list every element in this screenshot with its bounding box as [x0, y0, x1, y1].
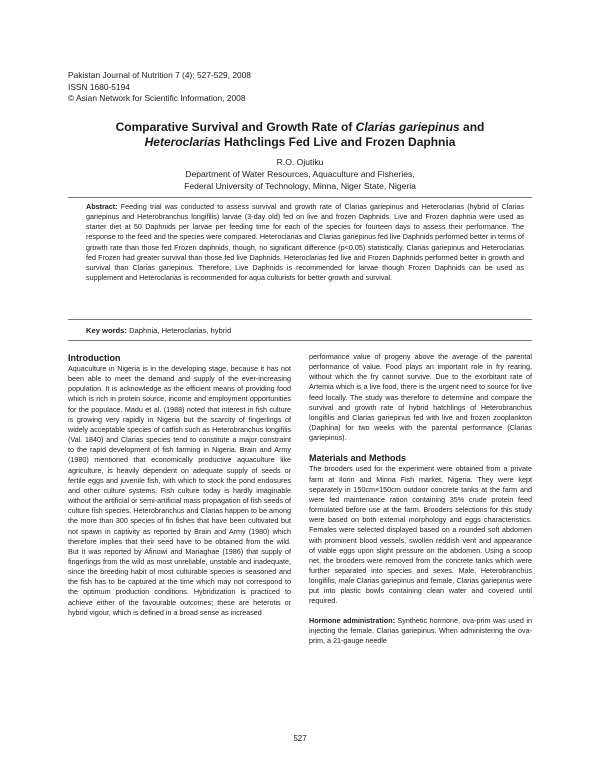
keywords-label: Key words:	[86, 326, 127, 335]
keywords	[86, 326, 231, 335]
journal-copyright: © Asian Network for Scientific Information, 2008	[68, 93, 246, 104]
abstract-top-rule	[68, 197, 532, 198]
author-block	[60, 156, 540, 192]
title-part3: Hathclings Fed Live and Frozen Daphnia	[220, 135, 456, 149]
abstract	[86, 202, 524, 283]
journal-issn: ISSN 1680-5194	[68, 81, 130, 92]
page-number: 527	[293, 734, 307, 743]
methods-heading: Materials and Methods	[309, 453, 407, 464]
introduction-text: Aquaculture in Nigeria is in the developing stage, because it has not been able to meet the demand and supply of the ever-increasing population. It is acknowledge as the efficient means of providing food which is rich in protein source, income and employment opportunities for the populace. Madu et al. (1988) noted that interest in fish culture is growing very rapidly in Nigeria but the scarcity of fingerlings of widely acceptable species of catfish such as Heterobranchus longifilis (Val. 1840) and Clarias species tend to constitute a major constraint to the rapid development of fish farming in Nigeria. Brain and Army (1980) mentioned that economically productive aquaculture like agriculture, is heavily dependent on adequate supply of seeds or fertile eggs and juvenile fish, with which to stock the pond endosures and other culture systems. Fish culture today is hardly imaginable without the artificial or semi-artificial mass propagation of fish seeds of culture fish species. Heterobranchus and Clarias happen to be among the more than 300 species of fin fishes that have been cultivated but not spawn in captivity as reported by Brain and Army (1980) which therefore implies that their seed have to be obtained from the wild. But it was reported by Afinowi and Mariaghae (1986) that supply of fingerlings from the wild as most unreliable, unstable and inadequate, since the breeding habit of most culturable species is seasoned and the fish has to be captured at the time which may not correspond to the optimum production conditions. Hybridization is practiced to achieve either of the favourable outcomes; these are heterotis or hybrid vigour, which is defined in a broad sense as increased	[68, 364, 291, 617]
author-name: R.O. Ojutiku	[276, 157, 324, 167]
introduction-heading: Introduction	[68, 353, 121, 363]
abstract-label: Abstract:	[86, 202, 118, 211]
abstract-text: Feeding trial was conducted to assess survival and growth rate of Clarias gariepinus and Heteroclarias (hybrid of Clarias gariepinus and Heterobranchus longifilis) larvae (3-day old) fed on live and frozen Daphnids. Live and Frozen daphnia were used as starter diet at 50 Daphnids per larvae per feeding time for each of the species for fourteen days to assess their performance. The response to the feed and the species were compared. Heteroclarias and Clarias gariepinus fed live Daphnids performed better in terms of growth rate than those fed Frozen daphnids, though, no significant difference (p<0.05) statistically. Clarias gariepinus and Heteroclarias fed Frozen had greater survival than those fed live Daphnids. Heteroclarias fed live and Frozen Daphnids performed better in growth and survival than Clarias gariepinus. Therefore, Live Daphnids is recommended for larvae though Frozen Daphnids can be used as supplement and Heteroclarias is recommended for aqua culturists for better growth and survival.	[86, 202, 524, 283]
title-species2: Heteroclarias	[144, 135, 221, 149]
right-column	[309, 352, 532, 646]
paper-title	[60, 120, 540, 150]
author-affiliation-1: Department of Water Resources, Aquaculture and Fisheries,	[185, 169, 415, 179]
title-species1: Clarias gariepinus	[355, 120, 460, 134]
hormone-paragraph	[309, 616, 532, 646]
keywords-text: Daphnia, Heteroclarias, hybrid	[129, 326, 232, 335]
journal-citation: Pakistan Journal of Nutrition 7 (4): 527-529, 2008	[68, 70, 251, 80]
methods-text: The brooders used for the experiment were obtained from a private farm at Ilorin and Minna Fish market, Nigeria. They were kept separately in 150cm×150cm outdoor concrete tanks at the farm and were fed maintenance ration containing 35% crude protein feed formulated before use at the farm. Brooders selections for this study were based on both external morphology and eggs characteristics. Females were selected displayed based on a rounded soft abdomen with prominent blood vessels, swollen reddish vent and appearance of viable eggs upon slight pressure on the abdomen. Using a scoop net, the brooders were removed from the concrete tanks which were further separated into species and sexes. Male, Heterobranchus longifilis, male Clarias gariepinus and female, Clarias gariepinus were put into plastic bowls containing clean water and covered until required.	[309, 464, 532, 606]
left-column	[68, 352, 291, 618]
hormone-label: Hormone administration:	[309, 615, 395, 625]
journal-info	[68, 70, 251, 105]
introduction-continued: performance value of progeny above the average of the parental performance of value. Food plays an important role in fry rearing, without which the fry cannot survive. Due to the exorbitant rate of Artemia which is a live food, there is the urgent need to source for live feed locally. The study was therefore to determine and compare the survival and growth rate of hybrid hatchlings of Heterobranchus longifilis and Clarias gariepinus fed with live and frozen zooplankton (Daphina) for two weeks with the parental performance (Clarias gariepinus).	[309, 352, 532, 443]
title-part2: and	[459, 120, 485, 134]
keywords-rule	[68, 340, 532, 341]
abstract-bottom-rule	[68, 319, 532, 320]
title-part1: Comparative Survival and Growth Rate of	[115, 120, 356, 134]
hormone-text: Synthetic hormone, ova-prim was used in injecting the female, Clarias gariepinus. When administering the ova-prim, a 21-gauge needle	[309, 615, 532, 645]
author-affiliation-2: Federal University of Technology, Minna, Niger State, Nigeria	[184, 181, 416, 191]
